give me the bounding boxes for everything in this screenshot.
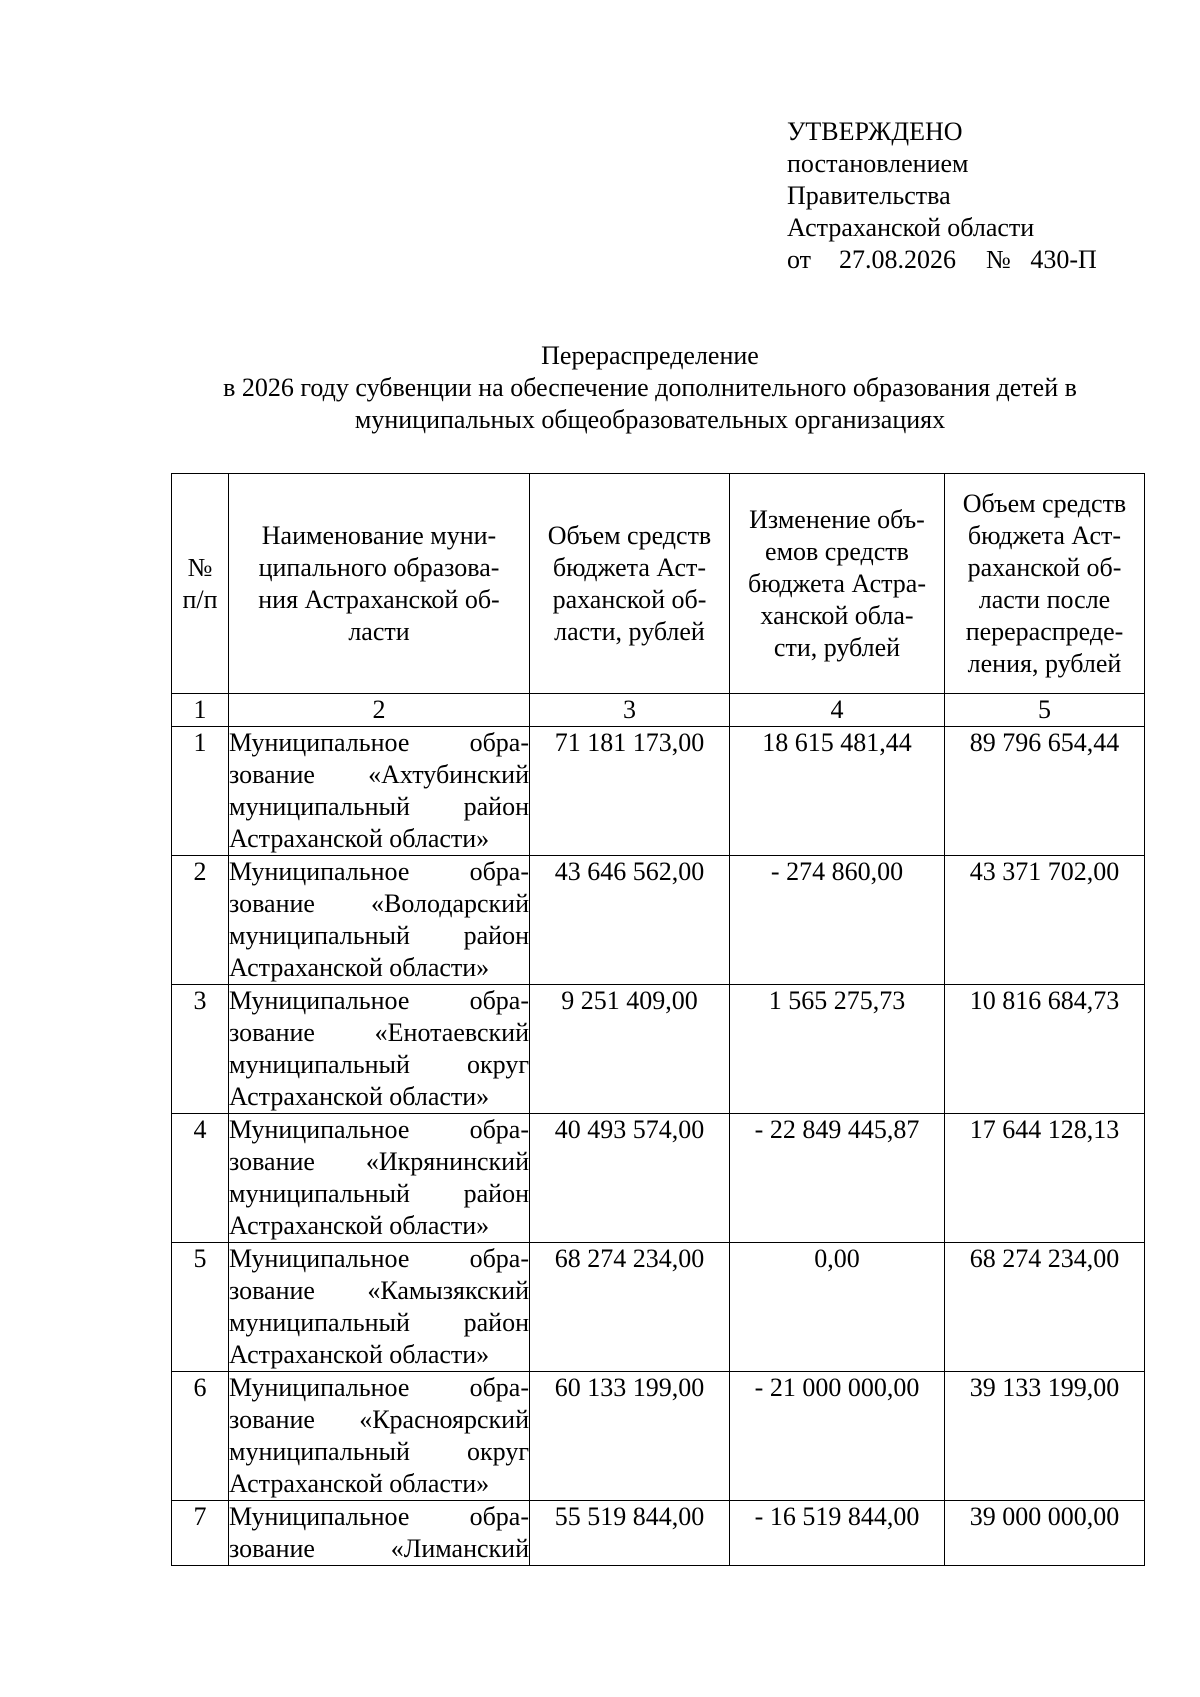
redistribution-table: [171, 473, 1145, 1566]
volume-value: 71 181 173,00: [530, 727, 730, 856]
name-line: муниципальный округ: [229, 1050, 529, 1079]
column-number: 3: [530, 694, 730, 727]
column-number: 4: [730, 694, 945, 727]
name-line: Муниципальное обра-: [229, 728, 529, 757]
header-line: ласти: [348, 616, 410, 646]
after-value: 43 371 702,00: [945, 856, 1145, 985]
name-line: зование «Лиманский: [229, 1534, 529, 1563]
header-line: Объем средств: [547, 520, 712, 550]
name-line: зование «Красноярский: [229, 1405, 529, 1434]
municipality-name: [229, 1243, 530, 1372]
table-row: [172, 1372, 1145, 1501]
header-line: бюджета Астра-: [748, 568, 926, 598]
volume-value: 40 493 574,00: [530, 1114, 730, 1243]
name-line: зование «Ахтубинский: [229, 760, 529, 789]
row-number: 1: [172, 727, 229, 856]
from-label: от: [787, 245, 812, 274]
row-number: 5: [172, 1243, 229, 1372]
row-number: 2: [172, 856, 229, 985]
title-line: Перераспределение: [541, 341, 759, 370]
name-line: Муниципальное обра-: [229, 1115, 529, 1144]
municipality-name: [229, 856, 530, 985]
name-line: муниципальный район: [229, 1179, 529, 1208]
name-line: зование «Енотаевский: [229, 1018, 529, 1047]
municipality-name: [229, 1501, 530, 1566]
name-line: Астраханской области»: [229, 953, 490, 982]
name-line: Муниципальное обра-: [229, 1244, 529, 1273]
after-value: 17 644 128,13: [945, 1114, 1145, 1243]
header-line: раханской об-: [552, 584, 707, 614]
name-line: муниципальный округ: [229, 1437, 529, 1466]
after-value: 89 796 654,44: [945, 727, 1145, 856]
header-after: [945, 474, 1145, 694]
name-line: Муниципальное обра-: [229, 986, 529, 1015]
column-number-row: [172, 694, 1145, 727]
column-number: 1: [172, 694, 229, 727]
column-number: 2: [229, 694, 530, 727]
approval-heading: УТВЕРЖДЕНО: [787, 117, 963, 146]
header-line: емов средств: [765, 536, 909, 566]
volume-value: 60 133 199,00: [530, 1372, 730, 1501]
name-line: Муниципальное обра-: [229, 1373, 529, 1402]
header-line: п/п: [182, 584, 218, 614]
name-line: Астраханской области»: [229, 1082, 490, 1111]
name-line: зование «Володарский: [229, 889, 529, 918]
header-volume: [530, 474, 730, 694]
approval-number: 430-П: [1030, 245, 1097, 274]
header-line: сти, рублей: [773, 632, 901, 662]
header-line: ления, рублей: [967, 648, 1122, 678]
title-line: муниципальных общеобразовательных организациях: [354, 405, 946, 434]
volume-value: 43 646 562,00: [530, 856, 730, 985]
header-municipality: [229, 474, 530, 694]
header-line: ласти, рублей: [554, 616, 705, 646]
name-line: зование «Камызякский: [229, 1276, 529, 1305]
table-row: [172, 1501, 1145, 1566]
name-line: Муниципальное обра-: [229, 1502, 529, 1531]
municipality-name: [229, 1114, 530, 1243]
table-row: [172, 1114, 1145, 1243]
municipality-name: [229, 727, 530, 856]
change-value: 18 615 481,44: [730, 727, 945, 856]
header-line: бюджета Аст-: [552, 552, 707, 582]
document-title: [150, 340, 1150, 436]
volume-value: 68 274 234,00: [530, 1243, 730, 1372]
table-row: [172, 985, 1145, 1114]
header-line: ния Астраханской об-: [258, 584, 500, 614]
change-value: - 274 860,00: [730, 856, 945, 985]
volume-value: 55 519 844,00: [530, 1501, 730, 1566]
change-value: - 22 849 445,87: [730, 1114, 945, 1243]
header-line: бюджета Аст-: [967, 520, 1122, 550]
municipality-name: [229, 985, 530, 1114]
header-line: перераспреде-: [965, 616, 1124, 646]
header-line: Изменение объ-: [749, 504, 925, 534]
name-line: Астраханской области»: [229, 1340, 490, 1369]
name-line: муниципальный район: [229, 1308, 529, 1337]
name-line: зование «Икрянинский: [229, 1147, 529, 1176]
change-value: - 16 519 844,00: [730, 1501, 945, 1566]
approval-line: постановлением: [787, 149, 969, 178]
approval-date: 27.08.2026: [839, 245, 957, 274]
volume-value: 9 251 409,00: [530, 985, 730, 1114]
row-number: 3: [172, 985, 229, 1114]
name-line: Астраханской области»: [229, 1469, 490, 1498]
table-row: [172, 856, 1145, 985]
name-line: Муниципальное обра-: [229, 857, 529, 886]
approval-date-line: [787, 244, 1097, 276]
after-value: 68 274 234,00: [945, 1243, 1145, 1372]
name-line: муниципальный район: [229, 921, 529, 950]
after-value: 39 000 000,00: [945, 1501, 1145, 1566]
municipality-name: [229, 1372, 530, 1501]
number-label: №: [986, 245, 1011, 274]
after-value: 10 816 684,73: [945, 985, 1145, 1114]
header-change: [730, 474, 945, 694]
after-value: 39 133 199,00: [945, 1372, 1145, 1501]
approval-block: [787, 116, 1097, 276]
change-value: - 21 000 000,00: [730, 1372, 945, 1501]
row-number: 7: [172, 1501, 229, 1566]
header-line: Объем средств: [962, 488, 1127, 518]
approval-line: Астраханской области: [787, 213, 1035, 242]
header-line: ханской обла-: [760, 600, 914, 630]
header-line: ципального образова-: [258, 552, 500, 582]
title-line: в 2026 году субвенции на обеспечение дополнительного образования детей в: [223, 373, 1077, 402]
table-row: [172, 1243, 1145, 1372]
name-line: Астраханской области»: [229, 824, 490, 853]
column-number: 5: [945, 694, 1145, 727]
change-value: 1 565 275,73: [730, 985, 945, 1114]
name-line: Астраханской области»: [229, 1211, 490, 1240]
row-number: 4: [172, 1114, 229, 1243]
name-line: муниципальный район: [229, 792, 529, 821]
row-number: 6: [172, 1372, 229, 1501]
table-header-row: [172, 474, 1145, 694]
table-row: [172, 727, 1145, 856]
header-line: Наименование муни-: [261, 520, 497, 550]
header-line: №: [187, 552, 213, 582]
change-value: 0,00: [730, 1243, 945, 1372]
header-line: ласти после: [978, 584, 1111, 614]
approval-line: Правительства: [787, 181, 951, 210]
header-number: [172, 474, 229, 694]
header-line: раханской об-: [967, 552, 1122, 582]
